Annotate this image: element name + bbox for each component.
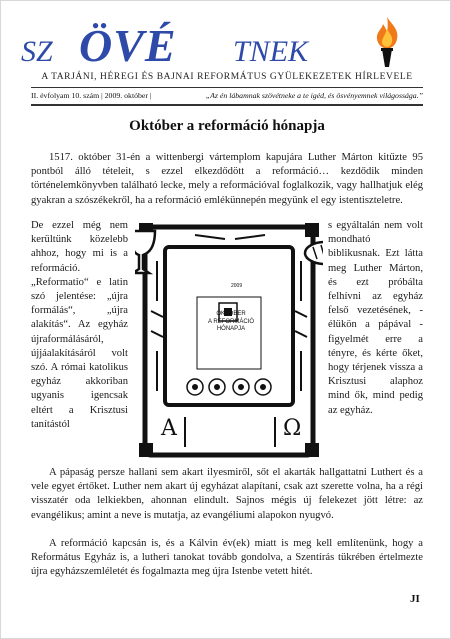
alpha-symbol: A <box>161 416 177 441</box>
seal-icon <box>209 379 225 395</box>
article-headline: Október a reformáció hónapja <box>129 118 325 134</box>
motto: „Az én lábamnak szövétneke a te igéd, és ösvényemnek világossága.” <box>205 91 423 100</box>
seal-icon <box>187 379 203 395</box>
masthead-rule-bottom <box>31 104 423 106</box>
issue-bar <box>31 91 423 103</box>
title-part-3: TNEK <box>233 35 309 68</box>
article-paragraph-2: A pápaság persze hallani sem akart ilyesmiről, sőt el akarták hallgattatni Luthert és a vele egyet értőket. Luther nem akart új egyházat alapítani, csak azt szerette volna, ha a régi visszatér oda lelkiekben, ahonnan elindult. Sajnos mégis új felekezet jött létre: az evangélikus; amint a neve is mutatja, az evangéliumi alapokon nyugvó. <box>31 467 423 521</box>
poster-line-2: A REFORMÁCIÓ <box>207 318 254 325</box>
issue-info: II. évfolyam 10. szám | 2009. október | <box>31 91 152 100</box>
title-part-2: ÖVÉ <box>79 20 177 71</box>
article-paragraph-1: 1517. október 31-én a wittenbergi vártemplom kapujára Luther Márton kitűzte 95 pontból álló tételeit, s ezzel elkezdődött a reformáció… kezdődik minden történelemkönyvben található lecke, mely a reformációval foglalkozik, vagy hallhatjuk elég gyakran a szószékekről, ha a reformáció emlékünnepén megyünk el egy istentiszteletre. <box>31 152 423 206</box>
newsletter-title <box>21 19 371 71</box>
bread-loaf-icon <box>305 242 323 264</box>
article-column-right: s egyáltalán nem volt mondható biblikusnak. Ezt látta meg Luther Márton, és ezt próbálta felhívni az egyház felső vezetésének, - élükön a pápával - figyelmét erre a tényre, és kérte őket, hogy térjenek vissza a Krisztusi alaphoz mind ők, mind pedig az egyház. <box>328 220 423 416</box>
author-initials: JI <box>410 593 420 605</box>
masthead-rule-top <box>31 87 423 88</box>
poster-line-3: HÓNAPJA <box>216 326 246 332</box>
article-paragraph-3: A reformáció kapcsán is, és a Kálvin év(ek) miatt is meg kell említenünk, hogy a Református Egyház is, a lutheri tanokat tovább gondolva, a Szentírás tükrében értelmezte újra egyházszemléletét és fogalmazta meg újra Istenbe vetett hitét. <box>31 538 423 578</box>
torch-flame-icon <box>370 15 404 69</box>
poster-text <box>197 283 265 365</box>
poster-year: 2009 <box>231 283 243 289</box>
poster-line-1: OKTÓBER <box>216 311 246 317</box>
seal-icon <box>255 379 271 395</box>
omega-symbol: Ω <box>283 416 302 441</box>
newsletter-subtitle: A TARJÁNI, HÉREGI ÉS BAJNAI REFORMÁTUS GYÜLEKEZETEK HÍRLEVELE <box>41 72 413 82</box>
article-column-left: De ezzel még nem kerültünk közelebb ahhoz, hogy mi is a reformáció. „Reformatio“ e latin szó jelentése: „újra formálás“, „újra alakítás“. Az egyház újraformálásáról, újjáalakításáról volt szó. A római katolikus egyház akkoriban ugyanis igencsak eltért a Krisztusi tanítástól <box>31 220 128 430</box>
seal-icon <box>233 379 249 395</box>
title-part-1: SZ <box>21 35 53 68</box>
